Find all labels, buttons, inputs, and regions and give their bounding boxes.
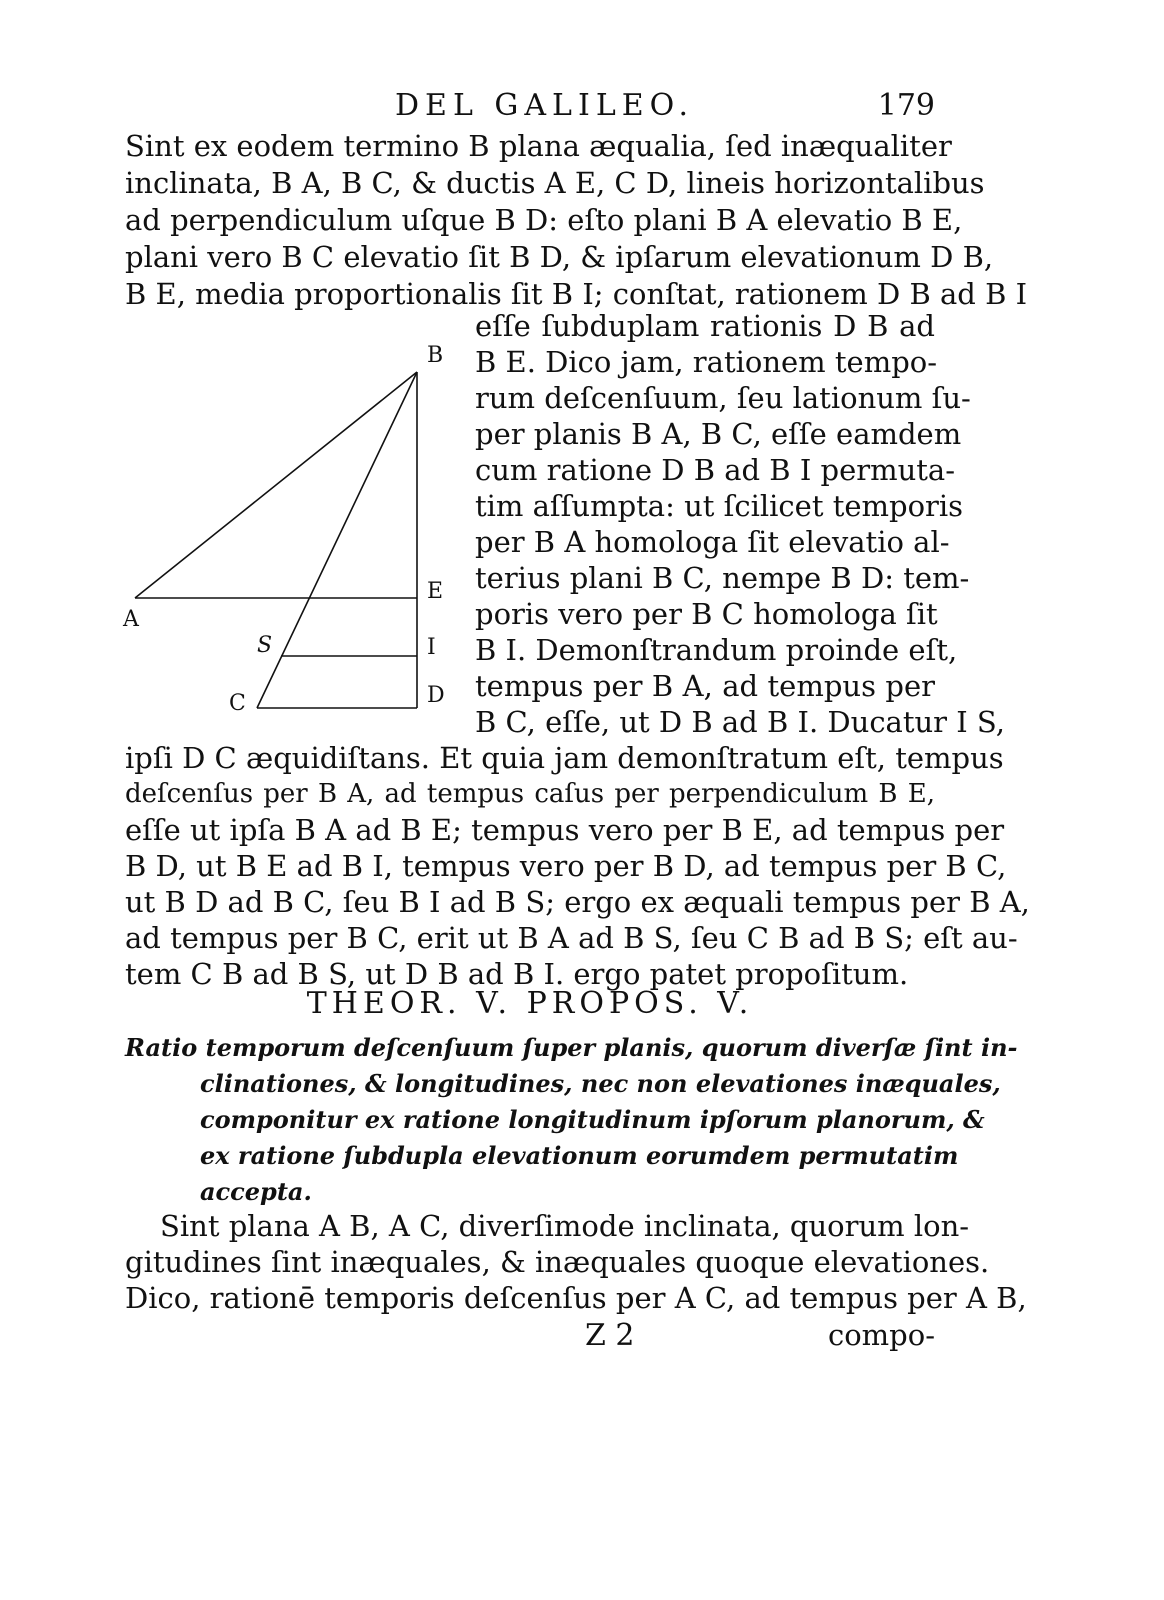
label-B: B xyxy=(427,343,444,368)
geometric-figure xyxy=(115,330,460,720)
text-line: ipſi D C æquidiſtans. Et quia jam demonſtratum eſt, tempus xyxy=(125,741,1004,775)
text-line: per B A homologa ſit elevatio al- xyxy=(475,525,950,559)
text-line: tem C B ad B S, ut D B ad B I. ergo patet propoſitum. xyxy=(125,957,909,991)
text-line: plani vero B C elevatio ſit B D, & ipſarum elevationum D B, xyxy=(125,240,994,274)
running-head: DEL GALILEO. xyxy=(395,88,695,123)
text-line: Sint ex eodem termino B plana æqualia, ſed inæqualiter xyxy=(125,129,952,163)
text-line: B C, eſſe, ut D B ad B I. Ducatur I S, xyxy=(475,705,1005,739)
text-line: per planis B A, B C, eſſe eamdem xyxy=(475,417,962,451)
theorem-line: clinationes, & longitudines, nec non elevationes inæquales, xyxy=(200,1069,1001,1098)
text-line: ad perpendiculum uſque B D: eſto plani B A elevatio B E, xyxy=(125,203,963,237)
theorem-heading: THEOR. V. PROPOS. V. xyxy=(306,986,754,1021)
label-C: C xyxy=(229,691,246,716)
text-line: B E. Dico jam, rationem tempo- xyxy=(475,345,938,379)
label-A: A xyxy=(123,607,139,632)
text-line: tim aſſumpta: ut ſcilicet temporis xyxy=(475,489,964,523)
text-line: B I. Demonſtrandum proinde eſt, xyxy=(475,633,958,667)
theorem-line: componitur ex ratione longitudinum ipſorum planorum, & xyxy=(200,1105,985,1134)
text-line: deſcenſus per B A, ad tempus caſus per perpendiculum B E, xyxy=(125,779,935,809)
text-line: B D, ut B E ad B I, tempus vero per B D, ad tempus per B C, xyxy=(125,849,1007,883)
text-line: ut B D ad B C, ſeu B I ad B S; ergo ex æquali tempus per B A, xyxy=(125,885,1030,919)
line-BA xyxy=(135,372,417,598)
text-line: gitudines ſint inæquales, & inæquales quoque elevationes. xyxy=(125,1245,990,1279)
label-I: I xyxy=(427,635,436,660)
page-header xyxy=(125,88,935,128)
label-E: E xyxy=(427,579,444,604)
text-line: terius plani B C, nempe B D: tem- xyxy=(475,561,970,595)
text-line: B E, media proportionalis ſit B I; conſtat, rationem D B ad B I xyxy=(125,277,1028,311)
catchword: compo- xyxy=(827,1318,935,1352)
text-line: poris vero per B C homologa ſit xyxy=(475,597,938,631)
text-line: tempus per B A, ad tempus per xyxy=(475,669,935,703)
text-line: Sint plana A B, A C, diverſimode inclinata, quorum lon- xyxy=(160,1209,970,1243)
theorem-line: ex ratione ſubdupla elevationum eorumdem permutatim xyxy=(200,1141,959,1170)
text-line: eſſe ut ipſa B A ad B E; tempus vero per B E, ad tempus per xyxy=(125,813,1005,847)
signature-mark: Z 2 xyxy=(585,1318,635,1353)
text-line: cum ratione D B ad B I permuta- xyxy=(475,453,956,487)
text-line: Dico, rationē temporis deſcenſus per A C, ad tempus per A B, xyxy=(125,1281,1027,1315)
page-number: 179 xyxy=(877,88,935,123)
label-S: S xyxy=(257,633,273,658)
text-line: rum deſcenſuum, ſeu lationum ſu- xyxy=(475,381,971,415)
page-footer xyxy=(125,1318,935,1358)
text-line: ad tempus per B C, erit ut B A ad B S, ſeu C B ad B S; eſt au- xyxy=(125,921,1018,955)
label-D: D xyxy=(427,683,445,708)
line-BC xyxy=(257,372,417,708)
text-line: eſſe ſubduplam rationis D B ad xyxy=(475,309,935,343)
theorem-line: accepta. xyxy=(200,1177,312,1206)
theorem-line: Ratio temporum deſcenſuum ſuper planis, quorum diverſæ ſint in- xyxy=(125,1033,1018,1062)
text-line: inclinata, B A, B C, & ductis A E, C D, lineis horizontalibus xyxy=(125,166,985,200)
